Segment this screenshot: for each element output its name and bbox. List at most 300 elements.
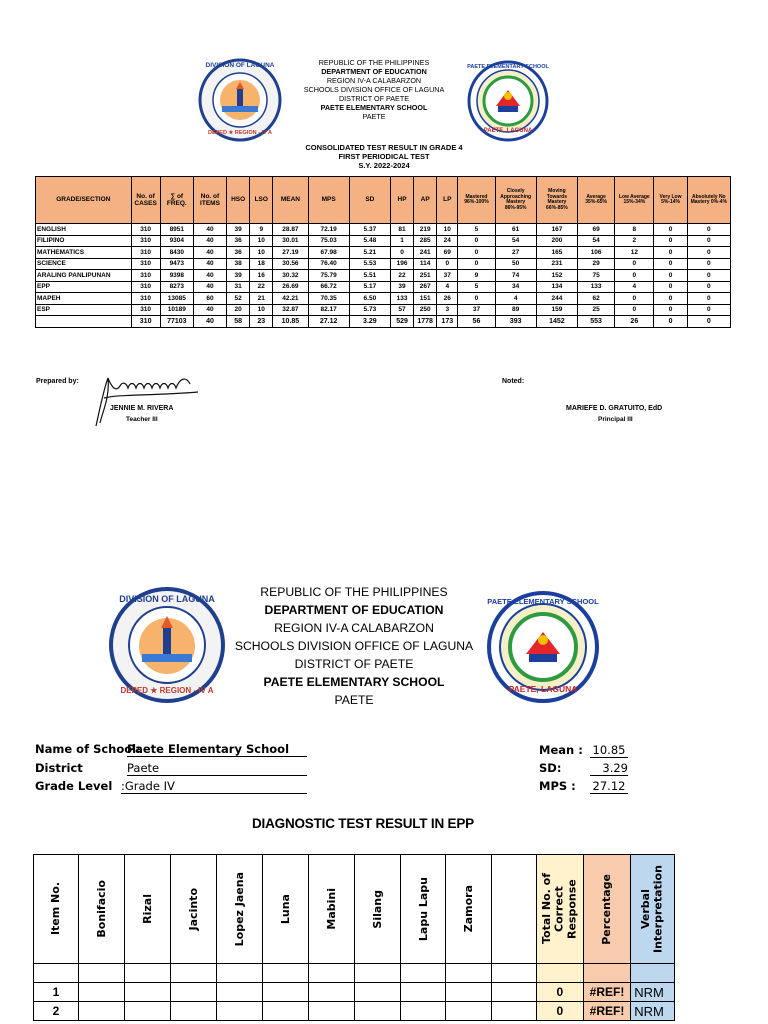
total-row xyxy=(36,316,731,328)
value-cell: 9304 xyxy=(160,235,193,247)
value-cell: 31 xyxy=(227,281,250,293)
value-cell: 241 xyxy=(414,247,437,259)
value-cell: 5 xyxy=(458,224,495,236)
value-cell: 151 xyxy=(414,293,437,305)
value-cell: 310 xyxy=(131,247,160,259)
district-label: District xyxy=(35,761,83,775)
col-header: MEAN xyxy=(273,177,308,224)
title-line: FIRST PERIODICAL TEST xyxy=(338,152,430,161)
value-cell: 37 xyxy=(458,304,495,316)
noter-title: Principal III xyxy=(598,416,633,423)
right-logo-top-text: PAETE ELEMENTARY SCHOOL xyxy=(467,64,549,70)
score-cell xyxy=(400,983,446,1002)
value-cell: 40 xyxy=(193,258,226,270)
col-verbal xyxy=(631,855,675,964)
table-row xyxy=(36,247,731,259)
value-cell: 6.50 xyxy=(349,293,390,305)
col-luna xyxy=(262,855,308,964)
col-header: SD xyxy=(349,177,390,224)
value-cell: 0 xyxy=(458,258,495,270)
value-cell: 106 xyxy=(578,247,615,259)
col-header: GRADE/SECTION xyxy=(36,177,132,224)
grade-level-label: Grade Level xyxy=(35,779,113,793)
col-header: Percentage xyxy=(600,873,614,945)
col-percentage xyxy=(583,855,631,964)
value-cell: 159 xyxy=(536,304,577,316)
value-cell: 5.17 xyxy=(349,281,390,293)
top-title xyxy=(284,143,484,170)
value-cell: 133 xyxy=(390,293,413,305)
value-cell: 167 xyxy=(536,224,577,236)
col-header: Absolutely No Mastery 0%-4% xyxy=(687,177,730,224)
value-cell: 0 xyxy=(390,247,413,259)
score-cell xyxy=(354,1002,400,1021)
table-row xyxy=(36,293,731,305)
header-line: DEPARTMENT OF EDUCATION xyxy=(264,603,444,618)
value-cell: 89 xyxy=(495,304,536,316)
value-cell: 5 xyxy=(458,281,495,293)
value-cell: 5.51 xyxy=(349,270,390,282)
value-cell: 66.72 xyxy=(308,281,349,293)
header-line: REPUBLIC OF THE PHILIPPINES xyxy=(260,585,448,599)
col-lapu-lapu xyxy=(400,855,446,964)
subject-cell: SCIENCE xyxy=(36,258,132,270)
value-cell: 5.73 xyxy=(349,304,390,316)
subject-cell: MAPEH xyxy=(36,293,132,305)
value-cell: 5.37 xyxy=(349,224,390,236)
col-header: ∑ of FREQ. xyxy=(160,177,193,224)
value-cell: 3 xyxy=(437,304,458,316)
col-header: HP xyxy=(390,177,413,224)
value-cell: 0 xyxy=(687,235,730,247)
table-row xyxy=(36,304,731,316)
header-line: DEPARTMENT OF EDUCATION xyxy=(321,67,427,76)
value-cell: 9398 xyxy=(160,270,193,282)
header-line: PAETE ELEMENTARY SCHOOL xyxy=(263,675,445,690)
value-cell: 40 xyxy=(193,235,226,247)
col-bonifacio xyxy=(78,855,124,964)
score-cell xyxy=(262,983,308,1002)
col-header: Verbal Interpretation xyxy=(639,865,665,953)
header-line: REPUBLIC OF THE PHILIPPINES xyxy=(318,58,430,67)
header-line: SCHOOLS DIVISION OFFICE OF LAGUNA xyxy=(234,639,474,654)
table-row xyxy=(36,224,731,236)
verbal-cell: NRM xyxy=(631,1002,675,1021)
value-cell: 24 xyxy=(437,235,458,247)
value-cell: 8273 xyxy=(160,281,193,293)
value-cell: 75.03 xyxy=(308,235,349,247)
col-item-no xyxy=(34,855,79,964)
value-cell: 10 xyxy=(250,304,273,316)
col-header: HSO xyxy=(227,177,250,224)
value-cell: 26.69 xyxy=(273,281,308,293)
score-cell xyxy=(78,983,124,1002)
value-cell: 310 xyxy=(131,304,160,316)
noted-label: Noted: xyxy=(502,378,525,385)
value-cell: 114 xyxy=(414,258,437,270)
value-cell: 74 xyxy=(495,270,536,282)
top-right-logo xyxy=(467,60,549,142)
subject-cell: ENGLISH xyxy=(36,224,132,236)
subject-cell: MATHEMATICS xyxy=(36,247,132,259)
value-cell: 4 xyxy=(615,281,654,293)
col-header: Zamora xyxy=(462,885,476,933)
header-line: DISTRICT OF PAETE xyxy=(338,94,410,103)
value-cell: 251 xyxy=(414,270,437,282)
value-cell: 310 xyxy=(131,281,160,293)
col-header: LSO xyxy=(250,177,273,224)
col-header: Mabini xyxy=(324,888,338,930)
col-zamora xyxy=(446,855,492,964)
diagnostic-table xyxy=(33,854,675,1021)
value-cell: 4 xyxy=(437,281,458,293)
bottom-right-logo xyxy=(486,590,600,704)
col-silang xyxy=(354,855,400,964)
total-cell: 77103 xyxy=(160,316,193,328)
value-cell: 5.53 xyxy=(349,258,390,270)
col-header: Luna xyxy=(278,893,292,925)
total-cell: 58 xyxy=(227,316,250,328)
total-cell: 393 xyxy=(495,316,536,328)
value-cell: 10189 xyxy=(160,304,193,316)
value-cell: 5.48 xyxy=(349,235,390,247)
diagnostic-header-row xyxy=(34,855,675,964)
value-cell: 21 xyxy=(250,293,273,305)
value-cell: 75 xyxy=(578,270,615,282)
value-cell: 40 xyxy=(193,224,226,236)
score-cell xyxy=(216,1002,262,1021)
total-correct-cell: 0 xyxy=(536,983,583,1002)
value-cell: 61 xyxy=(495,224,536,236)
value-cell: 0 xyxy=(687,258,730,270)
col-header: Rizal xyxy=(140,894,154,924)
noter-name: MARIEFE D. GRATUITO, EdD xyxy=(566,405,663,412)
value-cell: 36 xyxy=(227,247,250,259)
col-header: No. of CASES xyxy=(131,177,160,224)
value-cell: 250 xyxy=(414,304,437,316)
value-cell: 32.87 xyxy=(273,304,308,316)
score-cell xyxy=(124,983,170,1002)
value-cell: 40 xyxy=(193,304,226,316)
preparer-name: JENNIE M. RIVERA xyxy=(110,405,174,412)
score-cell xyxy=(78,1002,124,1021)
total-cell: 26 xyxy=(615,316,654,328)
right-logo-top-text: PAETE ELEMENTARY SCHOOL xyxy=(487,597,599,606)
value-cell: 152 xyxy=(536,270,577,282)
right-logo-bottom-text: PAETE, LAGUNA xyxy=(508,684,578,694)
value-cell: 40 xyxy=(193,247,226,259)
total-cell: 0 xyxy=(687,316,730,328)
item-no-cell: 1 xyxy=(34,983,79,1002)
value-cell: 0 xyxy=(437,258,458,270)
value-cell: 62 xyxy=(578,293,615,305)
mps-value: 27.12 xyxy=(590,779,628,794)
diagnostic-title: DIAGNOSTIC TEST RESULT IN EPP xyxy=(252,816,474,831)
mean-label: Mean : xyxy=(539,743,583,757)
table-row xyxy=(36,281,731,293)
total-correct-cell: 0 xyxy=(536,1002,583,1021)
value-cell: 310 xyxy=(131,235,160,247)
value-cell: 0 xyxy=(458,293,495,305)
col-total-correct xyxy=(536,855,583,964)
value-cell: 0 xyxy=(615,258,654,270)
score-cell xyxy=(492,983,537,1002)
value-cell: 0 xyxy=(654,247,687,259)
col-header: AP xyxy=(414,177,437,224)
subject-cell: ARALING PANLIPUNAN xyxy=(36,270,132,282)
name-of-school-label: Name of School: xyxy=(35,742,141,756)
value-cell: 0 xyxy=(654,235,687,247)
value-cell: 72.19 xyxy=(308,224,349,236)
value-cell: 0 xyxy=(654,293,687,305)
value-cell: 9 xyxy=(250,224,273,236)
value-cell: 81 xyxy=(390,224,413,236)
item-no-cell: 2 xyxy=(34,1002,79,1021)
value-cell: 39 xyxy=(390,281,413,293)
col-header: Closely Approaching Mastery 86%-95% xyxy=(495,177,536,224)
value-cell: 39 xyxy=(227,224,250,236)
bottom-header xyxy=(226,583,482,709)
left-logo-bottom-text: DEPED ★ REGION - IV A xyxy=(120,686,214,695)
score-cell xyxy=(400,1002,446,1021)
value-cell: 2 xyxy=(615,235,654,247)
value-cell: 244 xyxy=(536,293,577,305)
total-cell: 529 xyxy=(390,316,413,328)
value-cell: 0 xyxy=(615,304,654,316)
value-cell: 26 xyxy=(437,293,458,305)
preparer-title: Teacher III xyxy=(126,416,158,423)
left-logo-top-text: DIVISION OF LAGUNA xyxy=(119,594,215,604)
value-cell: 28.87 xyxy=(273,224,308,236)
score-cell xyxy=(446,983,492,1002)
value-cell: 50 xyxy=(495,258,536,270)
value-cell: 0 xyxy=(687,247,730,259)
value-cell: 18 xyxy=(250,258,273,270)
value-cell: 0 xyxy=(687,293,730,305)
sd-label: SD: xyxy=(539,761,562,775)
value-cell: 310 xyxy=(131,258,160,270)
total-cell: 173 xyxy=(437,316,458,328)
header-line: REGION IV-A CALABARZON xyxy=(274,621,434,636)
value-cell: 34 xyxy=(495,281,536,293)
value-cell: 69 xyxy=(437,247,458,259)
table-row xyxy=(36,235,731,247)
value-cell: 25 xyxy=(578,304,615,316)
value-cell: 310 xyxy=(131,224,160,236)
total-cell: 27.12 xyxy=(308,316,349,328)
value-cell: 0 xyxy=(615,270,654,282)
value-cell: 10 xyxy=(437,224,458,236)
top-left-logo xyxy=(198,58,282,142)
value-cell: 69 xyxy=(578,224,615,236)
col-header: Average 35%-65% xyxy=(578,177,615,224)
score-cell xyxy=(446,1002,492,1021)
value-cell: 57 xyxy=(390,304,413,316)
subject-cell: EPP xyxy=(36,281,132,293)
value-cell: 0 xyxy=(687,304,730,316)
total-cell: 310 xyxy=(131,316,160,328)
value-cell: 30.56 xyxy=(273,258,308,270)
total-cell: 23 xyxy=(250,316,273,328)
value-cell: 0 xyxy=(687,270,730,282)
score-cell xyxy=(492,1002,537,1021)
value-cell: 267 xyxy=(414,281,437,293)
total-cell: 40 xyxy=(193,316,226,328)
value-cell: 67.98 xyxy=(308,247,349,259)
subject-cell: FILIPINO xyxy=(36,235,132,247)
header-line: PAETE xyxy=(334,693,374,708)
score-cell xyxy=(262,1002,308,1021)
value-cell: 285 xyxy=(414,235,437,247)
value-cell: 8430 xyxy=(160,247,193,259)
right-logo-bottom-text: PAETE, LAGUNA xyxy=(483,128,533,134)
value-cell: 5.21 xyxy=(349,247,390,259)
table-row xyxy=(36,270,731,282)
col-header: Total No. of Correct Response xyxy=(539,873,579,945)
col-blank xyxy=(492,855,537,964)
value-cell: 37 xyxy=(437,270,458,282)
value-cell: 0 xyxy=(654,270,687,282)
value-cell: 70.35 xyxy=(308,293,349,305)
value-cell: 0 xyxy=(654,304,687,316)
consolidated-table xyxy=(35,176,731,328)
bottom-left-logo xyxy=(108,586,226,704)
left-logo-bottom-text: DEPED ★ REGION - IV A xyxy=(207,130,272,136)
total-cell: 3.29 xyxy=(349,316,390,328)
value-cell: 133 xyxy=(578,281,615,293)
total-cell: 1452 xyxy=(536,316,577,328)
table-row xyxy=(34,983,675,1002)
left-logo-top-text: DIVISION OF LAGUNA xyxy=(205,62,275,69)
value-cell: 0 xyxy=(687,224,730,236)
table-row xyxy=(34,1002,675,1021)
col-rizal xyxy=(124,855,170,964)
verbal-cell: NRM xyxy=(631,983,675,1002)
mean-value: 10.85 xyxy=(590,743,628,758)
value-cell: 231 xyxy=(536,258,577,270)
value-cell: 40 xyxy=(193,270,226,282)
value-cell: 0 xyxy=(687,281,730,293)
value-cell: 310 xyxy=(131,270,160,282)
value-cell: 76.40 xyxy=(308,258,349,270)
value-cell: 30.01 xyxy=(273,235,308,247)
prepared-by-label: Prepared by: xyxy=(36,378,79,385)
value-cell: 22 xyxy=(390,270,413,282)
value-cell: 39 xyxy=(227,270,250,282)
title-line: CONSOLIDATED TEST RESULT IN GRADE 4 xyxy=(305,143,463,152)
sd-value: 3.29 xyxy=(590,761,628,776)
col-mabini xyxy=(308,855,354,964)
value-cell: 27.19 xyxy=(273,247,308,259)
col-header: Silang xyxy=(370,889,384,929)
score-cell xyxy=(170,983,216,1002)
col-header: LP xyxy=(437,177,458,224)
col-jacinto xyxy=(170,855,216,964)
score-cell xyxy=(124,1002,170,1021)
table-row xyxy=(36,258,731,270)
value-cell: 12 xyxy=(615,247,654,259)
total-cell xyxy=(36,316,132,328)
value-cell: 27 xyxy=(495,247,536,259)
value-cell: 54 xyxy=(495,235,536,247)
subject-cell: ESP xyxy=(36,304,132,316)
value-cell: 200 xyxy=(536,235,577,247)
col-lopez-jaena xyxy=(216,855,262,964)
value-cell: 52 xyxy=(227,293,250,305)
total-cell: 553 xyxy=(578,316,615,328)
total-cell: 56 xyxy=(458,316,495,328)
value-cell: 219 xyxy=(414,224,437,236)
value-cell: 13085 xyxy=(160,293,193,305)
value-cell: 0 xyxy=(654,258,687,270)
value-cell: 1 xyxy=(390,235,413,247)
value-cell: 165 xyxy=(536,247,577,259)
value-cell: 10 xyxy=(250,235,273,247)
value-cell: 0 xyxy=(654,224,687,236)
col-header: Mastered 96%-100% xyxy=(458,177,495,224)
score-cell xyxy=(170,1002,216,1021)
value-cell: 42.21 xyxy=(273,293,308,305)
header-line: REGION IV-A CALABARZON xyxy=(326,76,422,85)
score-cell xyxy=(354,983,400,1002)
col-header: Bonifacio xyxy=(94,880,108,938)
value-cell: 20 xyxy=(227,304,250,316)
title-line: S.Y. 2022-2024 xyxy=(358,161,410,170)
percentage-cell: #REF! xyxy=(583,1002,631,1021)
header-line: DISTRICT OF PAETE xyxy=(294,657,414,672)
value-cell: 82.17 xyxy=(308,304,349,316)
value-cell: 8951 xyxy=(160,224,193,236)
value-cell: 60 xyxy=(193,293,226,305)
score-cell xyxy=(216,983,262,1002)
value-cell: 0 xyxy=(458,247,495,259)
value-cell: 196 xyxy=(390,258,413,270)
total-cell: 0 xyxy=(654,316,687,328)
value-cell: 22 xyxy=(250,281,273,293)
total-cell: 1778 xyxy=(414,316,437,328)
percentage-cell: #REF! xyxy=(583,983,631,1002)
col-header: Lopez Jaena xyxy=(232,871,246,947)
value-cell: 54 xyxy=(578,235,615,247)
value-cell: 0 xyxy=(458,235,495,247)
col-header: MPS xyxy=(308,177,349,224)
score-cell xyxy=(308,983,354,1002)
top-header xyxy=(284,58,464,121)
col-header: Lapu Lapu xyxy=(416,876,430,942)
score-cell xyxy=(308,1002,354,1021)
value-cell: 36 xyxy=(227,235,250,247)
value-cell: 75.79 xyxy=(308,270,349,282)
grade-level-value: :Grade IV xyxy=(121,779,307,794)
header-line: PAETE xyxy=(362,112,386,121)
district-value: Paete xyxy=(127,761,307,776)
value-cell: 38 xyxy=(227,258,250,270)
col-header: Low Average 15%-34% xyxy=(615,177,654,224)
col-header: No. of ITEMS xyxy=(193,177,226,224)
value-cell: 10 xyxy=(250,247,273,259)
value-cell: 0 xyxy=(654,281,687,293)
name-of-school-value: Paete Elementary School xyxy=(127,742,307,757)
value-cell: 9 xyxy=(458,270,495,282)
table-header-row xyxy=(36,177,731,224)
col-header: Very Low 5%-14% xyxy=(654,177,687,224)
col-header: Moving Towards Mastery 66%-85% xyxy=(536,177,577,224)
total-cell: 10.85 xyxy=(273,316,308,328)
value-cell: 16 xyxy=(250,270,273,282)
value-cell: 8 xyxy=(615,224,654,236)
mps-label: MPS : xyxy=(539,779,576,793)
col-header: Item No. xyxy=(49,882,63,936)
